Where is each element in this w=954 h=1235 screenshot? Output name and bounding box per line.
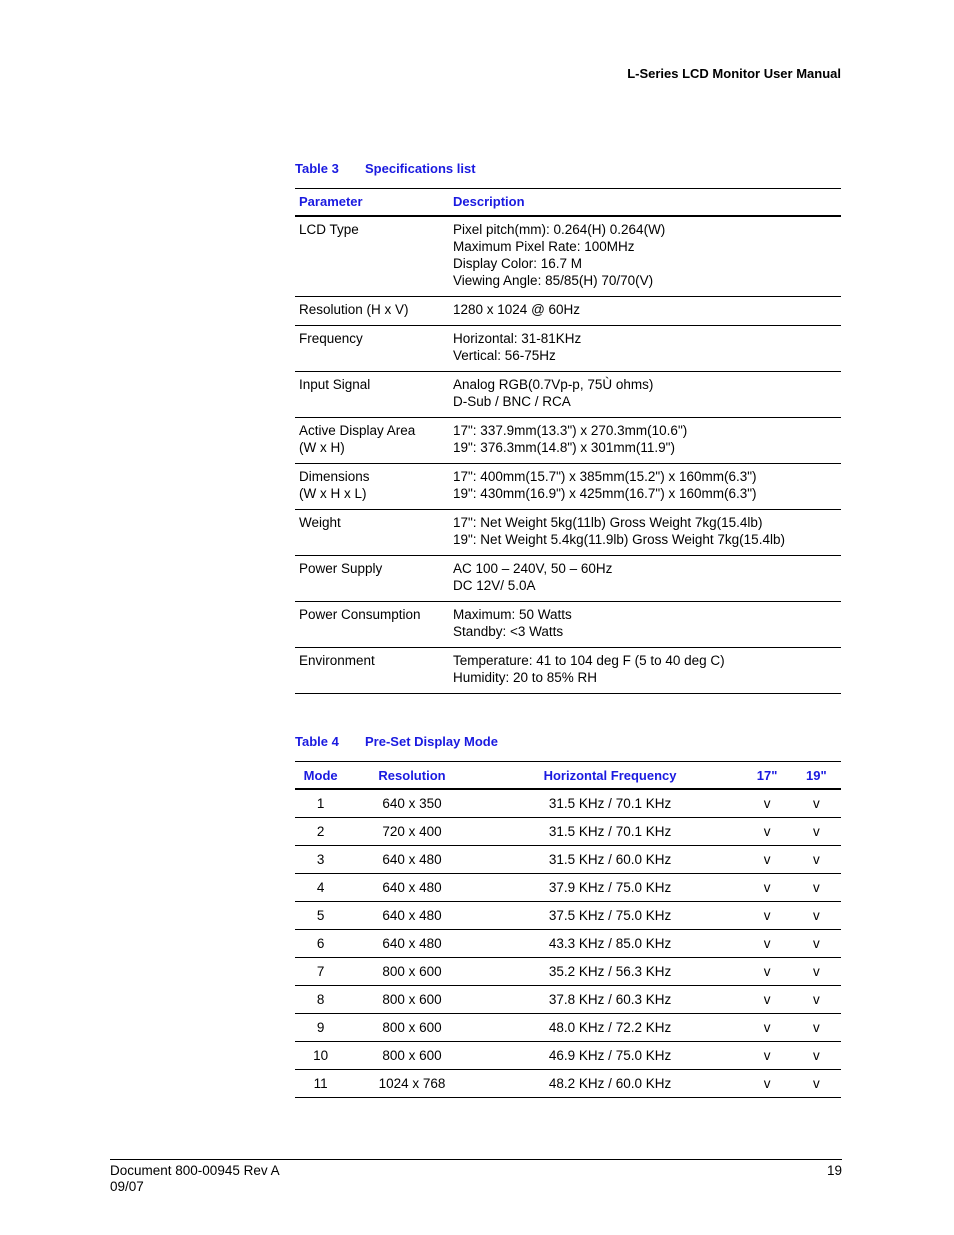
frequency-cell: 48.2 KHz / 60.0 KHz: [478, 1070, 743, 1098]
resolution-cell: 640 x 480: [346, 930, 477, 958]
mode-cell: 9: [295, 1014, 346, 1042]
spec-description-cell: [449, 464, 841, 510]
mode-row: [295, 818, 841, 846]
support-19in-cell: v: [792, 1042, 841, 1070]
resolution-cell: 800 x 600: [346, 986, 477, 1014]
table4-title: Pre-Set Display Mode: [365, 734, 498, 749]
mode-header-19in: 19": [792, 762, 841, 790]
spec-parameter-cell: [295, 216, 449, 297]
spec-description-cell: [449, 418, 841, 464]
spec-parameter-line: Input Signal: [299, 377, 371, 392]
spec-description-cell: [449, 297, 841, 326]
spec-parameter-cell: [295, 556, 449, 602]
footer-divider: [110, 1159, 842, 1160]
mode-row: [295, 1042, 841, 1070]
spec-description-line: 19": 430mm(16.9") x 425mm(16.7") x 160mm(6.3"): [453, 486, 757, 501]
manual-title: L-Series LCD Monitor User Manual: [627, 66, 841, 81]
spec-description-line: Maximum: 50 Watts: [453, 607, 572, 622]
support-17in-cell: v: [742, 1014, 791, 1042]
spec-description-cell: [449, 648, 841, 694]
support-17in-cell: v: [742, 930, 791, 958]
footer-document-info: [110, 1163, 280, 1195]
mode-row: [295, 874, 841, 902]
mode-body: [295, 789, 841, 1098]
spec-description-line: 17": 400mm(15.7") x 385mm(15.2") x 160mm(6.3"): [453, 469, 757, 484]
mode-cell: 10: [295, 1042, 346, 1070]
support-19in-cell: v: [792, 1070, 841, 1098]
mode-cell: 6: [295, 930, 346, 958]
mode-row: [295, 930, 841, 958]
support-17in-cell: v: [742, 818, 791, 846]
mode-cell: 2: [295, 818, 346, 846]
spec-parameter-cell: [295, 372, 449, 418]
spec-parameter-line: Weight: [299, 515, 341, 530]
support-17in-cell: v: [742, 986, 791, 1014]
spec-row: [295, 464, 841, 510]
spec-row: [295, 297, 841, 326]
support-19in-cell: v: [792, 930, 841, 958]
resolution-cell: 640 x 480: [346, 902, 477, 930]
support-19in-cell: v: [792, 874, 841, 902]
frequency-cell: 31.5 KHz / 60.0 KHz: [478, 846, 743, 874]
specifications-table: [295, 188, 841, 694]
resolution-cell: 800 x 600: [346, 1042, 477, 1070]
spec-description-cell: [449, 602, 841, 648]
mode-header-frequency: Horizontal Frequency: [478, 762, 743, 790]
mode-cell: 3: [295, 846, 346, 874]
spec-header-row: [295, 189, 841, 217]
spec-row: [295, 602, 841, 648]
resolution-cell: 640 x 350: [346, 789, 477, 818]
spec-parameter-line: Power Supply: [299, 561, 383, 576]
spec-parameter-cell: [295, 510, 449, 556]
spec-description-cell: [449, 216, 841, 297]
mode-row: [295, 902, 841, 930]
spec-description-cell: [449, 510, 841, 556]
spec-description-line: 19": Net Weight 5.4kg(11.9lb) Gross Weight 7kg(15.4lb): [453, 532, 785, 547]
support-19in-cell: v: [792, 902, 841, 930]
spec-description-line: Vertical: 56-75Hz: [453, 348, 556, 363]
frequency-cell: 43.3 KHz / 85.0 KHz: [478, 930, 743, 958]
spec-header-description: Description: [449, 189, 841, 217]
support-17in-cell: v: [742, 902, 791, 930]
mode-header-mode: Mode: [295, 762, 346, 790]
spec-description-line: Temperature: 41 to 104 deg F (5 to 40 deg C): [453, 653, 725, 668]
support-17in-cell: v: [742, 874, 791, 902]
spec-row: [295, 216, 841, 297]
spec-description-line: Analog RGB(0.7Vp-p, 75Ù ohms): [453, 377, 654, 392]
spec-header-parameter: Parameter: [295, 189, 449, 217]
spec-description-line: Standby: <3 Watts: [453, 624, 564, 639]
spec-parameter-line: Frequency: [299, 331, 363, 346]
spec-parameter-cell: [295, 602, 449, 648]
spec-description-line: Horizontal: 31-81KHz: [453, 331, 582, 346]
resolution-cell: 800 x 600: [346, 958, 477, 986]
mode-row: [295, 986, 841, 1014]
mode-cell: 11: [295, 1070, 346, 1098]
spec-description-line: Maximum Pixel Rate: 100MHz: [453, 239, 635, 254]
spec-description-cell: [449, 556, 841, 602]
table3-number: Table 3: [295, 161, 339, 176]
frequency-cell: 48.0 KHz / 72.2 KHz: [478, 1014, 743, 1042]
resolution-cell: 640 x 480: [346, 846, 477, 874]
support-19in-cell: v: [792, 818, 841, 846]
mode-row: [295, 1070, 841, 1098]
frequency-cell: 37.9 KHz / 75.0 KHz: [478, 874, 743, 902]
mode-row: [295, 1014, 841, 1042]
spec-parameter-cell: [295, 648, 449, 694]
spec-parameter-cell: [295, 297, 449, 326]
resolution-cell: 640 x 480: [346, 874, 477, 902]
support-17in-cell: v: [742, 846, 791, 874]
support-17in-cell: v: [742, 958, 791, 986]
spec-parameter-line: LCD Type: [299, 222, 359, 237]
spec-description-line: AC 100 – 240V, 50 – 60Hz: [453, 561, 613, 576]
support-17in-cell: v: [742, 789, 791, 818]
table4-number: Table 4: [295, 734, 339, 749]
frequency-cell: 31.5 KHz / 70.1 KHz: [478, 789, 743, 818]
spec-description-line: 17": Net Weight 5kg(11lb) Gross Weight 7kg(15.4lb): [453, 515, 763, 530]
spec-row: [295, 510, 841, 556]
spec-parameter-line: Resolution (H x V): [299, 302, 409, 317]
table4-caption: [295, 734, 498, 749]
spec-description-line: 1280 x 1024 @ 60Hz: [453, 302, 581, 317]
table3-caption: [295, 161, 476, 176]
mode-cell: 1: [295, 789, 346, 818]
spec-description-line: Humidity: 20 to 85% RH: [453, 670, 598, 685]
support-19in-cell: v: [792, 986, 841, 1014]
support-19in-cell: v: [792, 958, 841, 986]
table3-title: Specifications list: [365, 161, 476, 176]
mode-header-17in: 17": [742, 762, 791, 790]
support-17in-cell: v: [742, 1070, 791, 1098]
frequency-cell: 37.8 KHz / 60.3 KHz: [478, 986, 743, 1014]
mode-row: [295, 958, 841, 986]
mode-cell: 5: [295, 902, 346, 930]
spec-row: [295, 556, 841, 602]
mode-cell: 8: [295, 986, 346, 1014]
resolution-cell: 1024 x 768: [346, 1070, 477, 1098]
spec-parameter-cell: [295, 418, 449, 464]
spec-description-cell: [449, 326, 841, 372]
mode-row: [295, 789, 841, 818]
mode-cell: 7: [295, 958, 346, 986]
spec-description-line: Pixel pitch(mm): 0.264(H) 0.264(W): [453, 222, 666, 237]
spec-body: [295, 216, 841, 694]
support-17in-cell: v: [742, 1042, 791, 1070]
frequency-cell: 37.5 KHz / 75.0 KHz: [478, 902, 743, 930]
mode-row: [295, 846, 841, 874]
spec-parameter-line: Active Display Area: [299, 423, 416, 438]
spec-parameter-cell: [295, 464, 449, 510]
resolution-cell: 800 x 600: [346, 1014, 477, 1042]
mode-cell: 4: [295, 874, 346, 902]
frequency-cell: 31.5 KHz / 70.1 KHz: [478, 818, 743, 846]
spec-row: [295, 372, 841, 418]
spec-description-line: 19": 376.3mm(14.8") x 301mm(11.9"): [453, 440, 675, 455]
page-number: 19: [826, 1163, 842, 1178]
spec-description-line: DC 12V/ 5.0A: [453, 578, 536, 593]
support-19in-cell: v: [792, 789, 841, 818]
spec-description-line: 17": 337.9mm(13.3") x 270.3mm(10.6"): [453, 423, 688, 438]
support-19in-cell: v: [792, 1014, 841, 1042]
spec-row: [295, 418, 841, 464]
frequency-cell: 35.2 KHz / 56.3 KHz: [478, 958, 743, 986]
spec-description-cell: [449, 372, 841, 418]
mode-header-resolution: Resolution: [346, 762, 477, 790]
spec-parameter-line: Dimensions: [299, 469, 370, 484]
spec-description-line: D-Sub / BNC / RCA: [453, 394, 571, 409]
spec-parameter-line: (W x H x L): [299, 486, 367, 501]
frequency-cell: 46.9 KHz / 75.0 KHz: [478, 1042, 743, 1070]
spec-parameter-line: Environment: [299, 653, 375, 668]
spec-description-line: Display Color: 16.7 M: [453, 256, 583, 271]
spec-row: [295, 648, 841, 694]
resolution-cell: 720 x 400: [346, 818, 477, 846]
spec-parameter-line: Power Consumption: [299, 607, 421, 622]
footer-document-number: Document 800-00945 Rev A: [110, 1163, 280, 1178]
support-19in-cell: v: [792, 846, 841, 874]
footer-date: 09/07: [110, 1179, 144, 1194]
spec-row: [295, 326, 841, 372]
spec-parameter-line: (W x H): [299, 440, 345, 455]
mode-header-row: [295, 762, 841, 790]
spec-description-line: Viewing Angle: 85/85(H) 70/70(V): [453, 273, 654, 288]
spec-parameter-cell: [295, 326, 449, 372]
display-mode-table: [295, 761, 841, 1098]
